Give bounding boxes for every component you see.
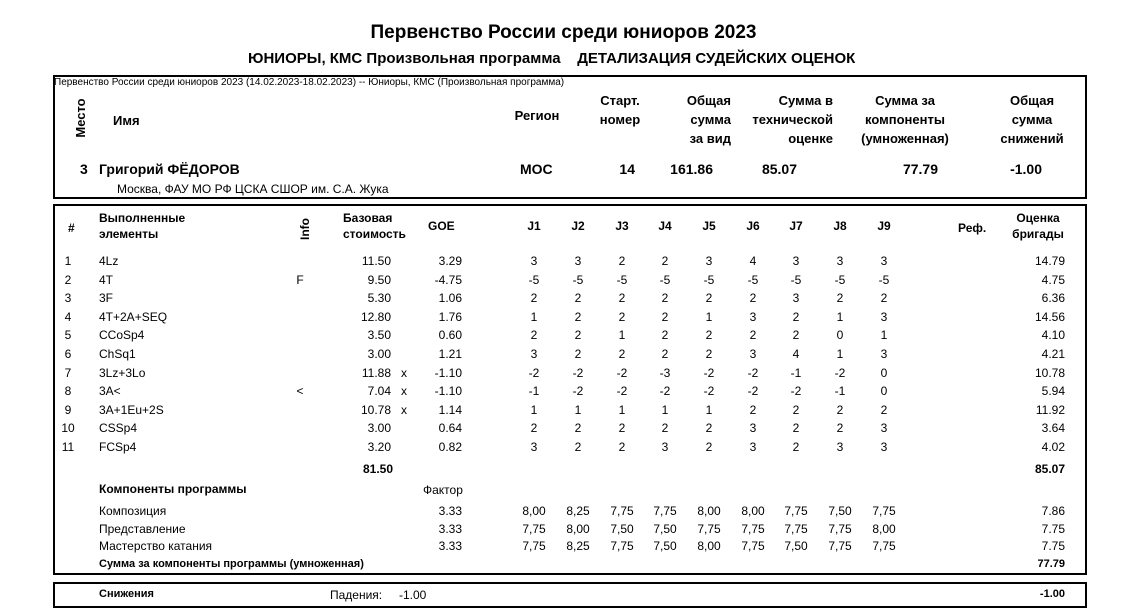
header-tes: Сумма в технической оценке <box>752 93 833 146</box>
judge-score-2: 3 <box>574 254 582 268</box>
element-num: 5 <box>64 328 72 343</box>
judge-score-6: 2 <box>749 291 757 306</box>
judge-score-4: 1 <box>661 402 669 417</box>
page-subtitle: ЮНИОРЫ, КМС Произвольная программа ДЕТАЛИЗАЦИЯ СУДЕЙСКИХ ОЦЕНОК <box>248 50 856 67</box>
component-judge-6: 8,00 <box>741 504 765 518</box>
judge-score-3: 2 <box>618 440 626 454</box>
component-score: 7.75 <box>1041 539 1065 553</box>
judge-score-1: -1 <box>528 384 540 399</box>
element-num: 1 <box>64 254 72 268</box>
judge-score-4: 2 <box>661 328 669 343</box>
element-base: 11.50 <box>361 254 391 268</box>
element-panel-score: 4.02 <box>1041 440 1065 454</box>
judge-score-9: 3 <box>880 347 888 361</box>
elements-header-goe: GOE <box>428 219 455 233</box>
judge-score-4: -5 <box>659 272 671 287</box>
component-judge-1: 7,75 <box>522 521 546 536</box>
judge-score-7: 4 <box>792 347 800 361</box>
component-judge-3: 7,75 <box>610 504 634 518</box>
judge-score-7: -5 <box>790 272 802 287</box>
judge-score-3: 1 <box>618 402 626 417</box>
judge-score-9: 3 <box>880 254 888 268</box>
judge-score-5: 2 <box>705 347 713 361</box>
elements-header-info: Info <box>298 218 312 240</box>
component-judge-6: 7,75 <box>741 521 765 536</box>
component-judge-8: 7,75 <box>828 539 852 553</box>
element-num: 11 <box>61 440 75 454</box>
component-row <box>0 537 1127 555</box>
judge-score-2: -2 <box>572 384 584 399</box>
component-judge-4: 7,50 <box>653 521 677 536</box>
judge-score-6: 4 <box>749 254 757 268</box>
deductions-label: Снижения <box>99 588 154 600</box>
judge-score-9: 2 <box>880 291 888 306</box>
element-panel-score: 10.78 <box>1034 365 1065 380</box>
judge-score-8: -2 <box>834 365 846 380</box>
element-base: 12.80 <box>360 309 391 324</box>
element-goe: 0.64 <box>438 421 462 436</box>
component-score: 7.75 <box>1041 521 1065 536</box>
judge-score-8: -1 <box>834 384 846 399</box>
judge-score-5: 1 <box>705 309 713 324</box>
judge-score-4: -2 <box>659 384 671 399</box>
component-judge-8: 7,50 <box>828 504 852 518</box>
judge-score-9: 0 <box>880 365 888 380</box>
judge-score-8: 3 <box>836 440 844 454</box>
judge-score-1: 3 <box>530 440 538 454</box>
element-goe: -1.10 <box>434 365 462 380</box>
element-base: 7.04 <box>367 384 391 399</box>
element-row <box>0 382 1127 400</box>
judge-score-5: 2 <box>705 291 713 306</box>
judge-score-1: 2 <box>530 291 538 306</box>
component-judge-3: 7,50 <box>610 521 634 536</box>
element-name: 4T <box>99 272 114 287</box>
element-goe: 0.82 <box>438 440 462 454</box>
component-judge-9: 7,75 <box>872 504 896 518</box>
judge-score-3: 2 <box>618 291 626 306</box>
element-row <box>0 271 1127 289</box>
judge-score-5: 2 <box>705 440 713 454</box>
judge-score-1: 3 <box>530 347 538 361</box>
header-deductions: Общая сумма снижений <box>1000 93 1064 146</box>
judge-score-8: 2 <box>836 402 844 417</box>
elements-header-score: Оценка бригады <box>1012 211 1064 241</box>
base-total: 81.50 <box>362 462 393 476</box>
judge-score-3: 1 <box>618 328 626 343</box>
judge-header-2: J2 <box>571 219 585 233</box>
judge-score-3: -2 <box>616 365 628 380</box>
element-goe: 1.06 <box>438 291 462 306</box>
element-panel-score: 14.56 <box>1034 309 1065 324</box>
skater-total: 161.86 <box>670 161 713 177</box>
judge-score-8: 2 <box>836 421 844 436</box>
judge-score-1: 2 <box>530 328 538 343</box>
skater-region: МОС <box>520 161 553 177</box>
judge-score-4: 2 <box>661 421 669 436</box>
element-goe: 1.76 <box>438 309 462 324</box>
element-panel-score: 3.64 <box>1041 421 1065 436</box>
component-judge-4: 7,75 <box>653 504 677 518</box>
judge-header-1: J1 <box>527 219 541 233</box>
element-goe: -1.10 <box>434 384 462 399</box>
element-x: x <box>401 402 407 417</box>
element-name: 3F <box>99 291 114 306</box>
judge-header-8: J8 <box>833 219 847 233</box>
judge-score-2: 2 <box>574 291 582 306</box>
element-base: 9.50 <box>367 272 391 287</box>
skater-name: Григорий ФЁДОРОВ <box>99 161 240 177</box>
skater-start-no: 14 <box>619 161 635 177</box>
skater-pcs: 77.79 <box>902 161 938 177</box>
component-factor: 3.33 <box>438 521 462 536</box>
element-panel-score: 5.94 <box>1041 384 1065 399</box>
judge-score-6: 3 <box>749 347 757 361</box>
components-label: Компоненты программы <box>99 482 247 496</box>
component-judge-5: 7,75 <box>697 521 721 536</box>
element-x: x <box>401 365 407 380</box>
element-name: CSSp4 <box>99 421 138 436</box>
element-row <box>0 419 1127 437</box>
component-row <box>0 520 1127 538</box>
judge-score-9: 0 <box>880 384 888 399</box>
judge-score-4: 2 <box>661 309 669 324</box>
component-name: Мастерство катания <box>99 539 213 553</box>
element-row <box>0 252 1127 270</box>
pcs-total: 77.79 <box>1037 558 1065 570</box>
factor-label: Фактор <box>423 483 463 497</box>
judge-score-2: -2 <box>572 365 584 380</box>
element-name: 4T+2A+SEQ <box>99 309 168 324</box>
skater-tes: 85.07 <box>761 161 797 177</box>
element-name: 4Lz <box>99 254 119 268</box>
header-start-no: Старт. номер <box>599 93 641 127</box>
falls-label: Падения: <box>330 588 383 602</box>
judge-header-4: J4 <box>658 219 672 233</box>
judge-score-2: 2 <box>574 328 582 343</box>
judge-score-8: 0 <box>836 328 844 343</box>
judge-score-7: 3 <box>792 254 800 268</box>
judge-score-7: -1 <box>790 365 802 380</box>
element-base: 10.78 <box>360 402 391 417</box>
component-judge-1: 8,00 <box>522 504 546 518</box>
element-panel-score: 14.79 <box>1034 254 1065 268</box>
component-judge-7: 7,75 <box>784 504 808 518</box>
event-line: Первенство России среди юниоров 2023 (14.02.2023-18.02.2023) -- Юниоры, КМС (Произвольная программа) <box>54 77 565 88</box>
judge-header-5: J5 <box>702 219 716 233</box>
judge-score-5: 2 <box>705 328 713 343</box>
element-name: CCoSp4 <box>99 328 145 343</box>
judge-score-2: 2 <box>574 440 582 454</box>
elements-header-num: # <box>68 221 75 235</box>
component-factor: 3.33 <box>438 504 462 518</box>
element-panel-score: 11.92 <box>1035 402 1065 417</box>
element-name: 3A+1Eu+2S <box>99 402 164 417</box>
element-goe: 3.29 <box>438 254 462 268</box>
element-name: 3A< <box>99 384 121 399</box>
header-place: Место <box>73 98 88 138</box>
element-x: x <box>401 384 407 399</box>
judge-score-5: -2 <box>703 384 715 399</box>
component-factor: 3.33 <box>438 539 462 553</box>
judge-score-6: -2 <box>747 384 759 399</box>
element-info: F <box>296 272 304 287</box>
element-base: 3.00 <box>367 421 391 436</box>
element-num: 9 <box>64 402 72 417</box>
component-judge-6: 7,75 <box>741 539 765 553</box>
element-num: 7 <box>64 365 72 380</box>
judge-score-5: -5 <box>703 272 715 287</box>
skater-club: Москва, ФАУ МО РФ ЦСКА СШОР им. С.А. Жука <box>117 182 389 196</box>
falls-value: -1.00 <box>399 588 427 602</box>
judge-score-1: -5 <box>528 272 540 287</box>
component-judge-9: 8,00 <box>872 521 896 536</box>
judge-score-9: 1 <box>880 328 888 343</box>
judge-score-3: 2 <box>618 309 626 324</box>
component-judge-2: 8,25 <box>566 504 590 518</box>
element-name: FCSp4 <box>99 440 137 454</box>
components-table <box>0 502 1127 556</box>
element-name: ChSq1 <box>99 347 136 361</box>
component-judge-7: 7,75 <box>784 521 808 536</box>
judge-header-6: J6 <box>746 219 760 233</box>
judge-score-9: 3 <box>880 309 888 324</box>
judge-score-7: 3 <box>792 291 800 306</box>
element-goe: -4.75 <box>434 272 462 287</box>
judge-score-4: 2 <box>661 347 669 361</box>
judge-score-2: -5 <box>572 272 584 287</box>
element-row <box>0 326 1127 344</box>
judge-header-7: J7 <box>789 219 803 233</box>
judge-score-6: 3 <box>749 421 757 436</box>
component-score: 7.86 <box>1041 504 1065 518</box>
judge-score-7: 2 <box>792 309 800 324</box>
element-panel-score: 4.21 <box>1041 347 1065 361</box>
judge-score-1: 1 <box>530 402 538 417</box>
judge-score-5: 3 <box>705 254 713 268</box>
judge-score-5: 1 <box>705 402 713 417</box>
judge-score-8: 2 <box>836 291 844 306</box>
judge-score-6: -5 <box>747 272 759 287</box>
judge-score-2: 2 <box>574 309 582 324</box>
element-num: 2 <box>64 272 72 287</box>
judge-score-8: 1 <box>836 347 844 361</box>
component-judge-7: 7,50 <box>784 539 808 553</box>
element-base: 3.00 <box>367 347 391 361</box>
pcs-total-label: Сумма за компоненты программы (умноженная) <box>99 558 364 570</box>
judge-score-1: 3 <box>530 254 538 268</box>
element-num: 10 <box>61 421 75 436</box>
judge-score-4: 2 <box>661 254 669 268</box>
element-row <box>0 401 1127 419</box>
judge-score-6: 3 <box>749 440 757 454</box>
component-name: Представление <box>99 521 186 536</box>
judge-score-9: 2 <box>880 402 888 417</box>
page-title: Первенство России среди юниоров 2023 <box>370 22 757 43</box>
element-goe: 0.60 <box>438 328 462 343</box>
judge-score-2: 2 <box>574 347 582 361</box>
element-row <box>0 438 1127 456</box>
judge-score-8: 1 <box>836 309 844 324</box>
element-base: 11.88 <box>361 365 391 380</box>
judge-score-7: 2 <box>792 328 800 343</box>
elements-header-element: Выполненные элементы <box>99 211 186 241</box>
element-row <box>0 308 1127 326</box>
judge-score-3: 2 <box>618 254 626 268</box>
element-num: 6 <box>64 347 72 361</box>
element-name: 3Lz+3Lo <box>99 365 146 380</box>
judge-score-2: 1 <box>574 402 582 417</box>
element-base: 3.50 <box>367 328 391 343</box>
element-info: < <box>296 384 304 399</box>
judge-score-5: 2 <box>705 421 713 436</box>
judge-score-7: -2 <box>790 384 802 399</box>
judge-score-3: 2 <box>618 347 626 361</box>
judge-score-1: -2 <box>528 365 540 380</box>
element-goe: 1.14 <box>438 402 462 417</box>
judge-header-9: J9 <box>877 219 891 233</box>
deductions-total: -1.00 <box>1039 588 1065 600</box>
element-num: 3 <box>64 291 72 306</box>
judge-score-7: 2 <box>792 402 800 417</box>
judge-score-1: 1 <box>530 309 538 324</box>
header-total: Общая сумма за вид <box>686 93 731 146</box>
judge-score-8: 3 <box>836 254 844 268</box>
judge-score-3: -2 <box>616 384 628 399</box>
header-region: Регион <box>514 108 560 123</box>
judge-score-6: 2 <box>749 402 757 417</box>
element-panel-score: 4.10 <box>1041 328 1065 343</box>
element-base: 5.30 <box>367 291 391 306</box>
judge-score-8: -5 <box>834 272 846 287</box>
component-judge-2: 8,00 <box>566 521 590 536</box>
judge-score-5: -2 <box>703 365 715 380</box>
tes-total: 85.07 <box>1034 462 1065 476</box>
component-judge-5: 8,00 <box>697 504 721 518</box>
judge-score-4: -3 <box>659 365 671 380</box>
component-judge-2: 8,25 <box>566 539 590 553</box>
component-judge-1: 7,75 <box>522 539 546 553</box>
judge-score-6: 2 <box>749 328 757 343</box>
component-judge-8: 7,75 <box>828 521 852 536</box>
deductions-box <box>53 582 1087 608</box>
element-base: 3.20 <box>367 440 391 454</box>
judge-score-9: -5 <box>878 272 890 287</box>
header-pcs: Сумма за компоненты (умноженная) <box>861 93 949 146</box>
judge-score-6: -2 <box>747 365 759 380</box>
component-name: Композиция <box>99 504 167 518</box>
judge-score-9: 3 <box>880 421 888 436</box>
judge-score-6: 3 <box>749 309 757 324</box>
element-num: 4 <box>64 309 72 324</box>
judge-score-7: 2 <box>792 421 800 436</box>
judge-score-3: 2 <box>618 421 626 436</box>
element-row <box>0 364 1127 382</box>
skater-place: 3 <box>80 161 88 177</box>
skater-deductions: -1.00 <box>1010 161 1042 177</box>
element-row <box>0 345 1127 363</box>
element-goe: 1.21 <box>438 347 462 361</box>
header-name: Имя <box>113 113 140 128</box>
judge-score-4: 3 <box>661 440 669 454</box>
component-judge-3: 7,75 <box>610 539 634 553</box>
elements-header-ref: Реф. <box>958 221 987 235</box>
judge-score-3: -5 <box>616 272 628 287</box>
component-judge-5: 8,00 <box>697 539 721 553</box>
judge-score-9: 3 <box>880 440 888 454</box>
component-judge-4: 7,50 <box>653 539 677 553</box>
element-panel-score: 6.36 <box>1041 291 1065 306</box>
judge-header-3: J3 <box>615 219 629 233</box>
component-row <box>0 502 1127 520</box>
elements-table <box>0 252 1127 458</box>
component-judge-9: 7,75 <box>872 539 896 553</box>
elements-header-base: Базовая стоимость <box>343 211 406 241</box>
judge-score-4: 2 <box>661 291 669 306</box>
element-row <box>0 289 1127 307</box>
judge-score-2: 2 <box>574 421 582 436</box>
judge-score-1: 2 <box>530 421 538 436</box>
element-panel-score: 4.75 <box>1041 272 1065 287</box>
judge-score-7: 2 <box>792 440 800 454</box>
element-num: 8 <box>64 384 72 399</box>
